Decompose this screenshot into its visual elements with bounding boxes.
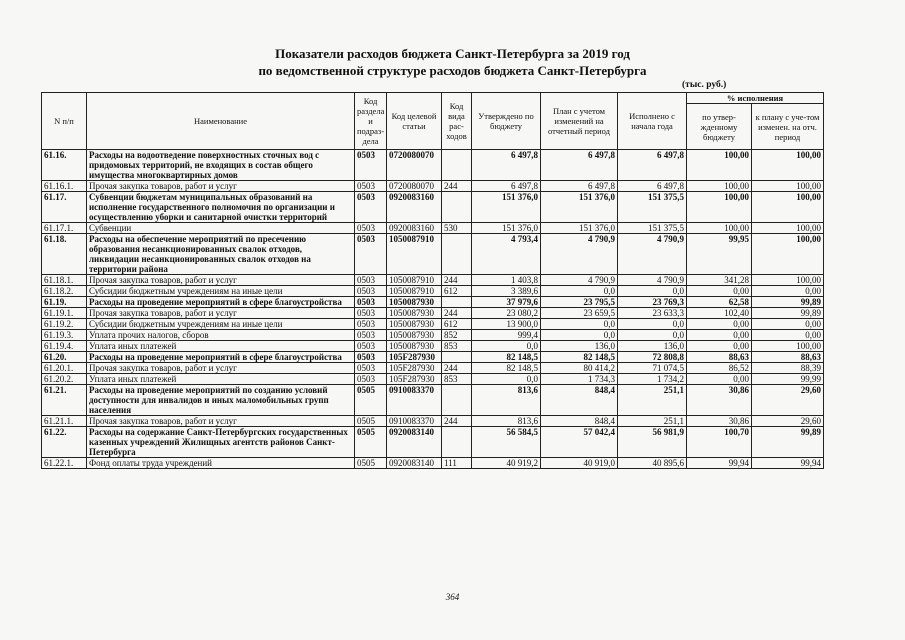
row-pct-plan: 29,60 [752,416,824,427]
row-type: 244 [442,416,472,427]
row-executed: 0,0 [618,286,687,297]
row-pct-approved: 86,52 [687,363,752,374]
row-executed: 251,1 [618,416,687,427]
table-body [42,150,824,469]
row-approved: 6 497,8 [472,181,541,192]
row-target: 0920083160 [387,192,442,223]
row-pct-plan: 100,00 [752,223,824,234]
table-row [42,181,824,192]
row-target: 1050087910 [387,234,442,275]
row-pct-plan: 100,00 [752,150,824,181]
row-approved: 813,6 [472,385,541,416]
row-executed: 1 734,2 [618,374,687,385]
row-executed: 56 981,9 [618,427,687,458]
row-section: 0503 [355,363,387,374]
row-plan: 1 734,3 [541,374,618,385]
row-num: 61.20. [42,352,87,363]
row-type [442,385,472,416]
table-row [42,330,824,341]
row-num: 61.18.1. [42,275,87,286]
row-plan: 4 790,9 [541,234,618,275]
row-pct-plan: 88,39 [752,363,824,374]
row-target: 0910083370 [387,416,442,427]
row-target: 1050087930 [387,319,442,330]
row-section: 0505 [355,458,387,469]
row-type: 530 [442,223,472,234]
row-num: 61.19.1. [42,308,87,319]
row-name: Расходы на обеспечение мероприятий по пресечению образования несанкционированных свалок отходов, ликвидации несанкционированных свалок отходов на территории района [87,234,355,275]
row-pct-approved: 100,00 [687,223,752,234]
row-num: 61.20.1. [42,363,87,374]
row-num: 61.17. [42,192,87,223]
row-pct-approved: 0,00 [687,319,752,330]
row-plan: 151 376,0 [541,223,618,234]
row-target: 1050087930 [387,297,442,308]
row-pct-plan: 0,00 [752,330,824,341]
row-pct-approved: 341,28 [687,275,752,286]
row-target: 1050087930 [387,330,442,341]
row-pct-approved: 100,70 [687,427,752,458]
row-name: Прочая закупка товаров, работ и услуг [87,275,355,286]
row-executed: 0,0 [618,330,687,341]
row-approved: 4 793,4 [472,234,541,275]
row-name: Прочая закупка товаров, работ и услуг [87,416,355,427]
table-row [42,341,824,352]
row-section: 0503 [355,319,387,330]
row-target: 0920083160 [387,223,442,234]
row-pct-approved: 102,40 [687,308,752,319]
row-type: 244 [442,363,472,374]
row-pct-approved: 30,86 [687,416,752,427]
row-pct-plan: 100,00 [752,275,824,286]
row-section: 0503 [355,308,387,319]
row-pct-plan: 99,89 [752,427,824,458]
row-approved: 82 148,5 [472,352,541,363]
table-row [42,374,824,385]
row-section: 0503 [355,150,387,181]
row-approved: 37 979,6 [472,297,541,308]
table-row [42,385,824,416]
row-type: 612 [442,286,472,297]
row-approved: 56 584,5 [472,427,541,458]
row-target: 1050087930 [387,308,442,319]
row-name: Прочая закупка товаров, работ и услуг [87,308,355,319]
row-section: 0503 [355,341,387,352]
row-name: Уплата иных платежей [87,341,355,352]
row-type: 853 [442,374,472,385]
row-target: 105F287930 [387,352,442,363]
row-plan: 0,0 [541,319,618,330]
row-executed: 71 074,5 [618,363,687,374]
row-target: 105F287930 [387,363,442,374]
table-row [42,223,824,234]
row-num: 61.22.1. [42,458,87,469]
row-executed: 40 895,6 [618,458,687,469]
header-name: Наименование [87,93,355,150]
row-approved: 23 080,2 [472,308,541,319]
row-name: Субсидии бюджетным учреждениям на иные цели [87,286,355,297]
report-title: Показатели расходов бюджета Санкт-Петербурга за 2019 год [275,46,630,61]
row-pct-approved: 100,00 [687,181,752,192]
row-num: 61.22. [42,427,87,458]
row-name: Прочая закупка товаров, работ и услуг [87,363,355,374]
row-name: Расходы на проведение мероприятий в сфере благоустройства [87,352,355,363]
table-row [42,275,824,286]
header-pct-group: % исполнения [687,93,824,104]
row-target: 1050087930 [387,341,442,352]
row-plan: 136,0 [541,341,618,352]
row-target: 0920083140 [387,427,442,458]
header-target: Код целевой статьи [387,93,442,150]
row-section: 0503 [355,275,387,286]
table-row [42,352,824,363]
row-num: 61.17.1. [42,223,87,234]
row-name: Уплата иных платежей [87,374,355,385]
report-subtitle: по ведомственной структуре расходов бюджета Санкт-Петербурга [258,63,647,78]
row-approved: 999,4 [472,330,541,341]
row-plan: 23 659,5 [541,308,618,319]
row-approved: 40 919,2 [472,458,541,469]
row-executed: 251,1 [618,385,687,416]
row-name: Субвенции [87,223,355,234]
row-section: 0505 [355,385,387,416]
row-pct-approved: 30,86 [687,385,752,416]
row-approved: 151 376,0 [472,192,541,223]
row-section: 0505 [355,416,387,427]
row-name: Расходы на содержание Санкт-Петербургских государственных казенных учреждений Жилищных агентств районов Санкт-Петербурга [87,427,355,458]
row-name: Субсидии бюджетным учреждениям на иные цели [87,319,355,330]
row-section: 0503 [355,223,387,234]
row-approved: 6 497,8 [472,150,541,181]
row-pct-approved: 0,00 [687,341,752,352]
row-section: 0503 [355,234,387,275]
row-name: Расходы на проведение мероприятий по созданию условий доступности для инвалидов и иных маломобильных групп населения [87,385,355,416]
row-plan: 57 042,4 [541,427,618,458]
row-pct-plan: 100,00 [752,234,824,275]
row-pct-plan: 99,89 [752,297,824,308]
table-row [42,363,824,374]
header-executed: Исполнено с начала года [618,93,687,150]
header-pct-plan: к плану с уче-том изменен. на отч. период [752,104,824,150]
row-pct-plan: 88,63 [752,352,824,363]
row-name: Фонд оплаты труда учреждений [87,458,355,469]
row-pct-approved: 100,00 [687,150,752,181]
row-plan: 82 148,5 [541,352,618,363]
row-num: 61.16.1. [42,181,87,192]
row-pct-plan: 29,60 [752,385,824,416]
header-plan: План с учетом изменений на отчетный период [541,93,618,150]
row-name: Расходы на проведение мероприятий в сфере благоустройства [87,297,355,308]
row-approved: 82 148,5 [472,363,541,374]
row-pct-plan: 0,00 [752,286,824,297]
row-executed: 136,0 [618,341,687,352]
row-type [442,150,472,181]
row-name: Расходы на водоотведение поверхностных сточных вод с придомовых территорий, не входящих в состав общего имущества многоквартирных домов [87,150,355,181]
row-num: 61.19.2. [42,319,87,330]
row-target: 0720080070 [387,181,442,192]
row-approved: 151 376,0 [472,223,541,234]
table-row [42,458,824,469]
row-executed: 0,0 [618,319,687,330]
row-type: 244 [442,308,472,319]
row-approved: 3 389,6 [472,286,541,297]
row-pct-approved: 0,00 [687,374,752,385]
row-type: 612 [442,319,472,330]
row-name: Субвенции бюджетам муниципальных образований на исполнение государственного полномочия по организации и осуществлению уборки и санитарной очистки территорий [87,192,355,223]
row-type [442,427,472,458]
row-pct-plan: 99,99 [752,374,824,385]
row-executed: 23 769,3 [618,297,687,308]
row-num: 61.20.2. [42,374,87,385]
row-pct-approved: 88,63 [687,352,752,363]
table-row [42,234,824,275]
row-plan: 23 795,5 [541,297,618,308]
row-executed: 4 790,9 [618,234,687,275]
row-target: 0910083370 [387,385,442,416]
units-label: (тыс. руб.) [682,80,727,90]
row-section: 0503 [355,330,387,341]
header-section: Код раздела и подраз-дела [355,93,387,150]
row-section: 0503 [355,181,387,192]
row-num: 61.18. [42,234,87,275]
row-target: 1050087910 [387,275,442,286]
header-approved: Утверждено по бюджету [472,93,541,150]
row-pct-plan: 100,00 [752,181,824,192]
row-executed: 6 497,8 [618,150,687,181]
row-executed: 151 375,5 [618,192,687,223]
page-number: 364 [445,592,460,602]
row-num: 61.16. [42,150,87,181]
table-row [42,308,824,319]
row-section: 0503 [355,286,387,297]
row-plan: 80 414,2 [541,363,618,374]
row-name: Уплата прочих налогов, сборов [87,330,355,341]
row-num: 61.21.1. [42,416,87,427]
table-row [42,150,824,181]
table-row [42,297,824,308]
row-approved: 13 900,0 [472,319,541,330]
row-approved: 1 403,8 [472,275,541,286]
row-pct-plan: 99,94 [752,458,824,469]
row-num: 61.19.4. [42,341,87,352]
row-plan: 151 376,0 [541,192,618,223]
row-plan: 4 790,9 [541,275,618,286]
row-plan: 40 919,0 [541,458,618,469]
row-type: 244 [442,275,472,286]
row-executed: 72 808,8 [618,352,687,363]
header-num: N п/п [42,93,87,150]
row-pct-plan: 100,00 [752,192,824,223]
row-section: 0503 [355,352,387,363]
row-type [442,297,472,308]
table-row [42,427,824,458]
row-num: 61.21. [42,385,87,416]
table-row [42,286,824,297]
row-target: 105F287930 [387,374,442,385]
row-section: 0503 [355,297,387,308]
row-pct-plan: 0,00 [752,319,824,330]
row-plan: 0,0 [541,330,618,341]
row-pct-approved: 99,95 [687,234,752,275]
row-pct-approved: 62,58 [687,297,752,308]
row-type: 853 [442,341,472,352]
row-plan: 848,4 [541,385,618,416]
row-pct-plan: 99,89 [752,308,824,319]
row-section: 0503 [355,192,387,223]
row-executed: 6 497,8 [618,181,687,192]
row-num: 61.19.3. [42,330,87,341]
row-approved: 0,0 [472,341,541,352]
row-pct-approved: 0,00 [687,286,752,297]
row-pct-approved: 99,94 [687,458,752,469]
row-approved: 0,0 [472,374,541,385]
row-type: 244 [442,181,472,192]
row-section: 0503 [355,374,387,385]
table-row [42,192,824,223]
expenditure-table [41,92,824,469]
row-type [442,234,472,275]
row-type: 111 [442,458,472,469]
row-executed: 151 375,5 [618,223,687,234]
row-executed: 23 633,3 [618,308,687,319]
table-row [42,416,824,427]
row-target: 0720080070 [387,150,442,181]
row-pct-approved: 0,00 [687,330,752,341]
row-plan: 6 497,8 [541,181,618,192]
row-target: 1050087910 [387,286,442,297]
row-type [442,352,472,363]
row-pct-approved: 100,00 [687,192,752,223]
row-name: Прочая закупка товаров, работ и услуг [87,181,355,192]
row-num: 61.19. [42,297,87,308]
header-pct-approved: по утвер-жденному бюджету [687,104,752,150]
row-executed: 4 790,9 [618,275,687,286]
header-type: Код вида рас-ходов [442,93,472,150]
row-type [442,192,472,223]
row-type: 852 [442,330,472,341]
row-target: 0920083140 [387,458,442,469]
row-plan: 848,4 [541,416,618,427]
row-approved: 813,6 [472,416,541,427]
row-plan: 0,0 [541,286,618,297]
row-num: 61.18.2. [42,286,87,297]
row-section: 0505 [355,427,387,458]
row-plan: 6 497,8 [541,150,618,181]
row-pct-plan: 100,00 [752,341,824,352]
table-row [42,319,824,330]
